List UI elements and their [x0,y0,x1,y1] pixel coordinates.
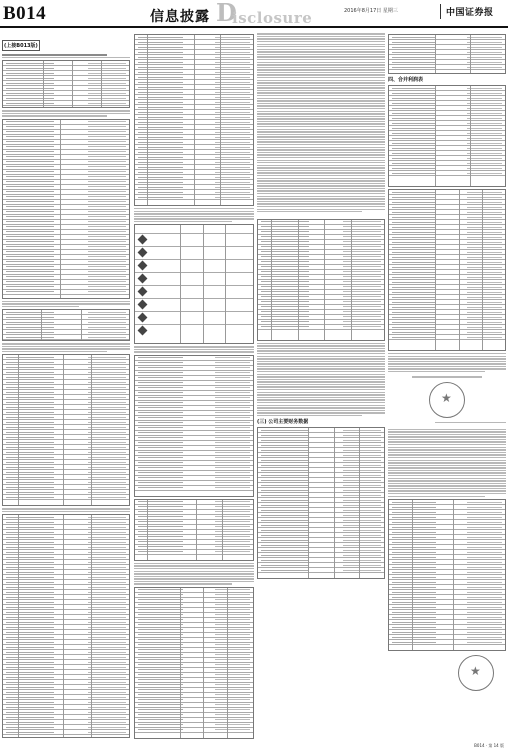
page-header [0,0,508,28]
trademark-table [134,224,254,344]
company-seal-icon [429,382,465,418]
page-footer [0,743,508,750]
column-2 [134,32,254,744]
data-table [2,354,130,506]
column-3 [257,32,385,744]
section-heading: 四、合并利润表 [388,77,424,83]
financial-table [388,189,506,351]
data-table [2,119,130,299]
trademark-icon [138,235,148,245]
column-4 [388,32,506,744]
financial-table [257,427,385,579]
data-table [2,60,130,108]
newspaper-name: 中国证券报 [446,8,494,18]
section-title: 信息披露 [150,9,210,25]
footer-page-label: B014 · 第 14 版 [474,743,504,748]
data-table [134,499,254,561]
section-title-en: isclosure [232,9,313,27]
section-heading: (三) 公司主要财务数据 [257,419,309,426]
trademark-icon [138,287,148,297]
text-line [2,54,107,55]
data-table [2,514,130,738]
form-table [388,499,506,651]
trademark-icon [138,326,148,336]
trademark-icon [138,313,148,323]
company-seal-icon [458,655,494,691]
income-statement-table [388,85,506,187]
continuation-title: (上接B013版) [2,40,40,51]
trademark-icon [138,300,148,310]
column-1 [2,32,130,744]
data-table [134,34,254,206]
section-initial: D [216,0,237,27]
trademark-icon [138,274,148,284]
financial-table [388,34,506,74]
data-table [134,587,254,739]
data-table [257,219,385,341]
trademark-icon [138,261,148,271]
trademark-icon [138,248,148,258]
data-table [2,309,130,341]
page-number: B014 [3,3,47,24]
text-line [2,57,130,58]
issue-date: 2016年8月17日 星期三 [344,8,398,14]
data-table [134,355,254,497]
